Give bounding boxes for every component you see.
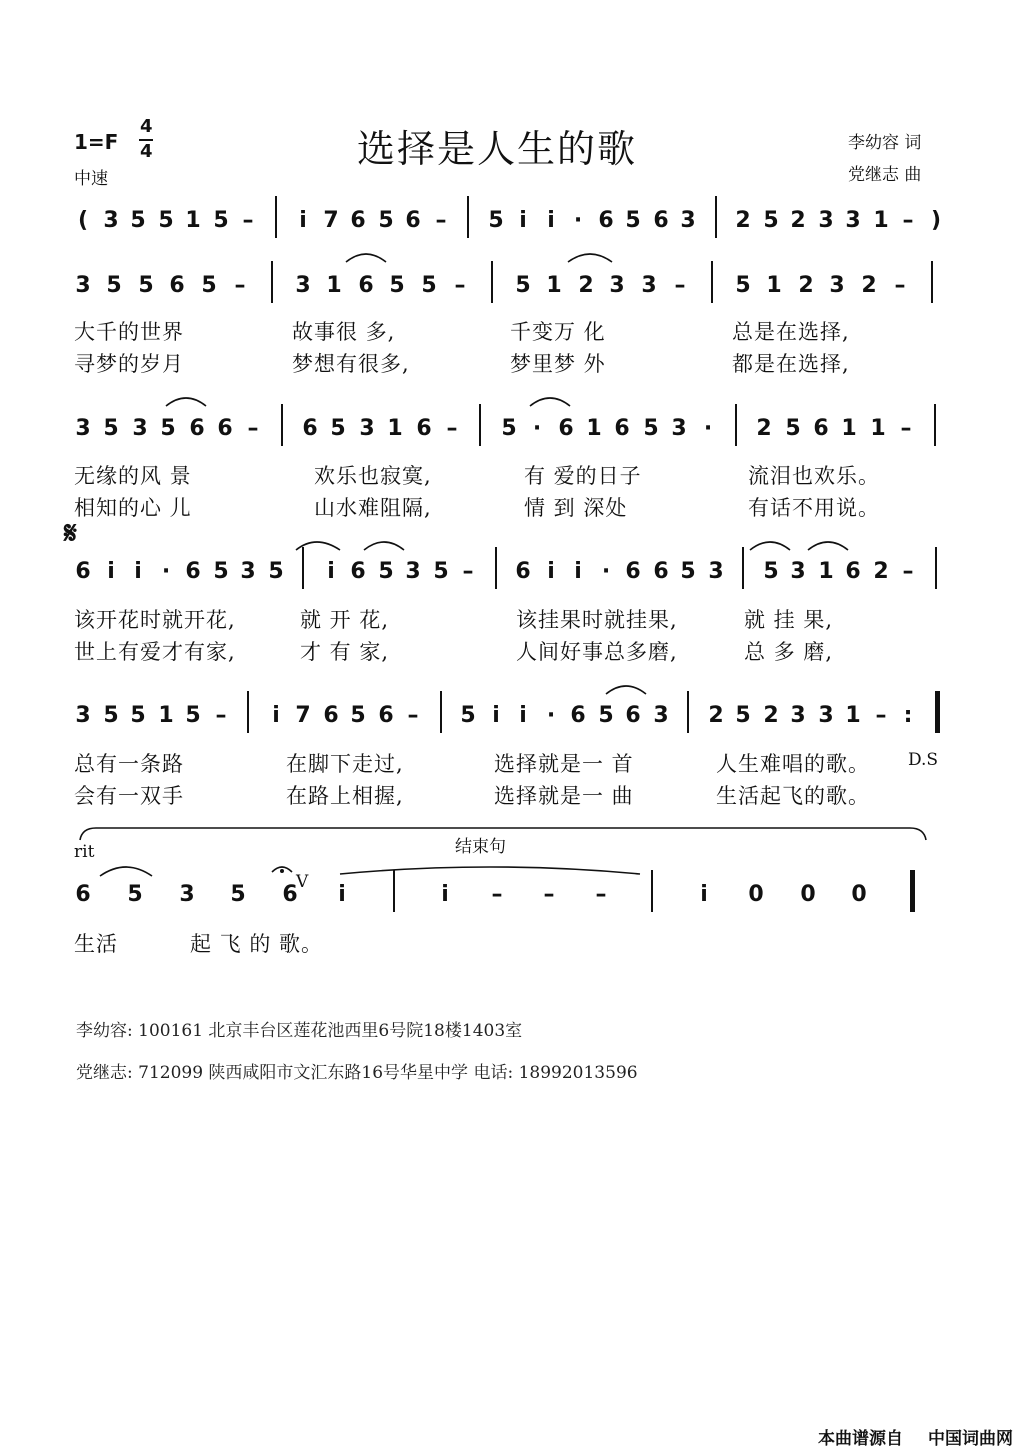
note-token: – bbox=[215, 703, 227, 728]
note-token: 1 bbox=[845, 703, 861, 728]
note-token: · bbox=[573, 208, 583, 233]
lyric-r4-v1-a: 总有一条路 bbox=[74, 752, 184, 776]
lyricist-contact: 李幼容: 100161 北京丰台区莲花池西里6号院18楼1403室 bbox=[76, 1021, 523, 1041]
note-token: 5 bbox=[201, 273, 217, 298]
phrase-bracket bbox=[80, 828, 926, 840]
note-token: – bbox=[875, 703, 887, 728]
note-token: 6 bbox=[845, 559, 861, 584]
note-token: 2 bbox=[798, 273, 814, 298]
note-token: 3 bbox=[818, 208, 834, 233]
lyric-r2-v2-b: 山水难阻隔, bbox=[314, 496, 432, 520]
source-label: 本曲谱源自 bbox=[818, 1429, 903, 1449]
note-token: 5 bbox=[103, 416, 119, 441]
note-token: 5 bbox=[763, 208, 779, 233]
lyric-r3-v1-a: 该开花时就开花, bbox=[74, 608, 236, 632]
note-token: i bbox=[547, 208, 555, 233]
note-token: 5 bbox=[213, 559, 229, 584]
key-signature: 1=F bbox=[74, 130, 119, 154]
lyric-r3-v2-c: 人间好事总多磨, bbox=[516, 640, 678, 664]
note-token: 3 bbox=[680, 208, 696, 233]
note-token: 6 bbox=[169, 273, 185, 298]
lyric-r2-v2-a: 相知的心 儿 bbox=[74, 496, 192, 520]
lyric-r3-v2-d: 总 多 磨, bbox=[744, 640, 834, 664]
note-token: ) bbox=[930, 208, 942, 233]
composer-credit: 党继志 曲 bbox=[848, 165, 922, 185]
note-token: – bbox=[407, 703, 419, 728]
note-token: · bbox=[546, 703, 556, 728]
note-token: 1 bbox=[586, 416, 602, 441]
note-token: 5 bbox=[433, 559, 449, 584]
note-token: 5 bbox=[160, 416, 176, 441]
note-token: – bbox=[462, 559, 474, 584]
note-token: 3 bbox=[790, 559, 806, 584]
note-token: 6 bbox=[570, 703, 586, 728]
note-token: 6 bbox=[323, 703, 339, 728]
note-token: 5 bbox=[763, 559, 779, 584]
note-token: 2 bbox=[873, 559, 889, 584]
note-token: 5 bbox=[230, 882, 246, 907]
note-token: · bbox=[161, 559, 171, 584]
note-token: i bbox=[492, 703, 500, 728]
note-token: · bbox=[703, 416, 713, 441]
note-token: – bbox=[902, 208, 914, 233]
dal-segno-mark: D.S bbox=[908, 750, 939, 770]
note-token: 6 bbox=[350, 559, 366, 584]
note-token: – bbox=[900, 416, 912, 441]
note-token: 3 bbox=[609, 273, 625, 298]
note-token: 3 bbox=[179, 882, 195, 907]
lyricist-credit: 李幼容 词 bbox=[848, 133, 922, 153]
lyric-r1-v1-c: 千变万 化 bbox=[510, 320, 606, 344]
lyric-r1-v1-a: 大千的世界 bbox=[74, 320, 184, 344]
fermata-dot bbox=[280, 869, 284, 873]
note-token: – bbox=[543, 882, 555, 907]
lyric-r2-v1-b: 欢乐也寂寞, bbox=[314, 464, 432, 488]
lyric-r3-v1-b: 就 开 花, bbox=[300, 608, 390, 632]
note-token: 2 bbox=[861, 273, 877, 298]
note-token: 2 bbox=[578, 273, 594, 298]
tie-arc bbox=[340, 867, 640, 874]
lyric-r3-v1-c: 该挂果时就挂果, bbox=[516, 608, 678, 632]
note-token: 5 bbox=[378, 559, 394, 584]
slur-arc bbox=[530, 398, 570, 406]
lyric-r3-v2-b: 才 有 家, bbox=[300, 640, 390, 664]
note-token: · bbox=[532, 416, 542, 441]
note-token: 3 bbox=[132, 416, 148, 441]
ritardando-mark: rit bbox=[74, 842, 95, 862]
note-token: 0 bbox=[851, 882, 867, 907]
note-token: 5 bbox=[421, 273, 437, 298]
note-token: 1 bbox=[158, 703, 174, 728]
note-token: 2 bbox=[756, 416, 772, 441]
lyric-r1-v1-d: 总是在选择, bbox=[732, 320, 850, 344]
note-token: · bbox=[601, 559, 611, 584]
note-token: 1 bbox=[870, 416, 886, 441]
note-token: 5 bbox=[138, 273, 154, 298]
note-token: – bbox=[234, 273, 246, 298]
note-token: i bbox=[547, 559, 555, 584]
note-token: 5 bbox=[268, 559, 284, 584]
breath-mark: V bbox=[296, 872, 309, 892]
note-token: – bbox=[595, 882, 607, 907]
note-token: – bbox=[894, 273, 906, 298]
note-token: 3 bbox=[653, 703, 669, 728]
note-token: 5 bbox=[130, 703, 146, 728]
note-token: 3 bbox=[75, 416, 91, 441]
note-token: 2 bbox=[790, 208, 806, 233]
note-token: 6 bbox=[189, 416, 205, 441]
song-title: 选择是人生的歌 bbox=[357, 127, 638, 171]
note-token: 5 bbox=[103, 703, 119, 728]
slur-arc bbox=[808, 542, 848, 550]
note-token: – bbox=[435, 208, 447, 233]
lyric-r2-v1-a: 无缘的风 景 bbox=[74, 464, 192, 488]
note-token: 1 bbox=[185, 208, 201, 233]
lyric-r3-v2-a: 世上有爱才有家, bbox=[74, 640, 236, 664]
lyric-r4-v2-b: 在路上相握, bbox=[286, 784, 404, 808]
note-token: 6 bbox=[813, 416, 829, 441]
note-token: 6 bbox=[185, 559, 201, 584]
note-token: – bbox=[454, 273, 466, 298]
tempo-marking: 中速 bbox=[74, 169, 108, 189]
note-token: – bbox=[247, 416, 259, 441]
slur-arc bbox=[166, 398, 206, 406]
segno-sign: 𝄋 bbox=[64, 516, 77, 551]
note-token: ( bbox=[77, 208, 89, 233]
note-token: – bbox=[491, 882, 503, 907]
note-token: 3 bbox=[790, 703, 806, 728]
note-token: 5 bbox=[350, 703, 366, 728]
note-token: 6 bbox=[282, 882, 298, 907]
lyric-r4-v1-b: 在脚下走过, bbox=[286, 752, 404, 776]
note-token: 0 bbox=[800, 882, 816, 907]
note-token: 5 bbox=[330, 416, 346, 441]
time-signature-bottom: 4 bbox=[140, 141, 153, 162]
note-token: 6 bbox=[625, 703, 641, 728]
lyric-r1-v1-b: 故事很 多, bbox=[292, 320, 396, 344]
note-token: i bbox=[519, 703, 527, 728]
note-token: 3 bbox=[405, 559, 421, 584]
note-token: 6 bbox=[378, 703, 394, 728]
note-token: 0 bbox=[748, 882, 764, 907]
note-token: i bbox=[574, 559, 582, 584]
lyric-r2-v1-d: 流泪也欢乐。 bbox=[748, 464, 880, 488]
note-token: 5 bbox=[130, 208, 146, 233]
lyric-r4-v1-d: 人生难唱的歌。 bbox=[716, 752, 870, 776]
note-token: 6 bbox=[358, 273, 374, 298]
note-token: 7 bbox=[295, 703, 311, 728]
source-site-link[interactable]: 中国词曲网 bbox=[928, 1429, 1013, 1449]
note-token: 1 bbox=[873, 208, 889, 233]
lyric-r2-v2-c: 情 到 深处 bbox=[524, 496, 628, 520]
note-token: 1 bbox=[326, 273, 342, 298]
lyric-r4-v2-c: 选择就是一 曲 bbox=[494, 784, 634, 808]
ending-label: 结束句 bbox=[455, 837, 506, 857]
note-token: 3 bbox=[359, 416, 375, 441]
note-token: 5 bbox=[488, 208, 504, 233]
note-token: – bbox=[242, 208, 254, 233]
lyric-r4-v2-d: 生活起飞的歌。 bbox=[716, 784, 870, 808]
note-token: : bbox=[903, 703, 913, 728]
note-token: 5 bbox=[158, 208, 174, 233]
note-token: 6 bbox=[653, 208, 669, 233]
note-token: 3 bbox=[641, 273, 657, 298]
slur-arc bbox=[606, 686, 646, 694]
note-token: 6 bbox=[515, 559, 531, 584]
note-token: 2 bbox=[708, 703, 724, 728]
note-token: i bbox=[338, 882, 346, 907]
note-token: 5 bbox=[127, 882, 143, 907]
time-signature-top: 4 bbox=[140, 116, 153, 137]
note-token: 3 bbox=[845, 208, 861, 233]
note-token: 5 bbox=[598, 703, 614, 728]
note-token: 3 bbox=[295, 273, 311, 298]
note-token: 6 bbox=[416, 416, 432, 441]
note-token: 1 bbox=[387, 416, 403, 441]
note-token: 3 bbox=[240, 559, 256, 584]
lyric-r1-v2-d: 都是在选择, bbox=[732, 352, 850, 376]
note-token: i bbox=[519, 208, 527, 233]
note-token: 6 bbox=[614, 416, 630, 441]
note-token: 5 bbox=[680, 559, 696, 584]
lyric-r1-v2-a: 寻梦的岁月 bbox=[74, 352, 184, 376]
note-token: 7 bbox=[323, 208, 339, 233]
note-token: i bbox=[700, 882, 708, 907]
lyric-r4-v1-c: 选择就是一 首 bbox=[494, 752, 634, 776]
note-token: 6 bbox=[558, 416, 574, 441]
note-token: 6 bbox=[75, 882, 91, 907]
note-token: 1 bbox=[546, 273, 562, 298]
slur-arc bbox=[568, 254, 612, 262]
note-token: 3 bbox=[75, 273, 91, 298]
note-token: 3 bbox=[671, 416, 687, 441]
note-token: 5 bbox=[735, 703, 751, 728]
slur-arc bbox=[364, 542, 404, 550]
note-token: 5 bbox=[213, 208, 229, 233]
note-token: 5 bbox=[389, 273, 405, 298]
lyric-r3-v1-d: 就 挂 果, bbox=[744, 608, 834, 632]
note-token: 5 bbox=[785, 416, 801, 441]
lyric-r2-v1-c: 有 爱的日子 bbox=[524, 464, 642, 488]
note-token: 6 bbox=[653, 559, 669, 584]
note-token: i bbox=[299, 208, 307, 233]
note-token: 5 bbox=[735, 273, 751, 298]
note-token: i bbox=[134, 559, 142, 584]
note-token: 2 bbox=[763, 703, 779, 728]
note-token: 5 bbox=[515, 273, 531, 298]
note-token: 3 bbox=[818, 703, 834, 728]
note-token: 6 bbox=[350, 208, 366, 233]
note-token: 1 bbox=[766, 273, 782, 298]
note-token: i bbox=[272, 703, 280, 728]
lyric-r4-v2-a: 会有一双手 bbox=[74, 784, 184, 808]
note-token: 5 bbox=[378, 208, 394, 233]
note-token: 5 bbox=[106, 273, 122, 298]
lyric-r1-v2-b: 梦想有很多, bbox=[292, 352, 410, 376]
note-token: 5 bbox=[625, 208, 641, 233]
note-token: – bbox=[674, 273, 686, 298]
lyric-r5-b: 起 飞 的 歌。 bbox=[190, 932, 324, 956]
note-token: 6 bbox=[302, 416, 318, 441]
note-token: i bbox=[441, 882, 449, 907]
note-token: 3 bbox=[103, 208, 119, 233]
slur-arc bbox=[346, 254, 386, 262]
note-token: 6 bbox=[217, 416, 233, 441]
note-token: 3 bbox=[75, 703, 91, 728]
lyric-r1-v2-c: 梦里梦 外 bbox=[510, 352, 606, 376]
note-token: 3 bbox=[708, 559, 724, 584]
lyric-r5-a: 生活 bbox=[74, 932, 118, 956]
note-token: 6 bbox=[405, 208, 421, 233]
lyric-r2-v2-d: 有话不用说。 bbox=[748, 496, 880, 520]
slur-arc bbox=[100, 867, 152, 876]
slur-arc bbox=[750, 542, 790, 550]
note-token: 3 bbox=[829, 273, 845, 298]
composer-contact: 党继志: 712099 陕西咸阳市文汇东路16号华星中学 电话: 18992013596 bbox=[76, 1063, 638, 1083]
note-token: i bbox=[107, 559, 115, 584]
note-token: 5 bbox=[185, 703, 201, 728]
note-token: – bbox=[902, 559, 914, 584]
note-token: 5 bbox=[501, 416, 517, 441]
note-token: 6 bbox=[598, 208, 614, 233]
note-token: 6 bbox=[625, 559, 641, 584]
note-token: 1 bbox=[818, 559, 834, 584]
note-token: 1 bbox=[841, 416, 857, 441]
note-token: 5 bbox=[643, 416, 659, 441]
note-token: 5 bbox=[460, 703, 476, 728]
note-token: – bbox=[446, 416, 458, 441]
note-token: 2 bbox=[735, 208, 751, 233]
note-token: 6 bbox=[75, 559, 91, 584]
note-token: i bbox=[327, 559, 335, 584]
slur-arc bbox=[296, 542, 340, 550]
